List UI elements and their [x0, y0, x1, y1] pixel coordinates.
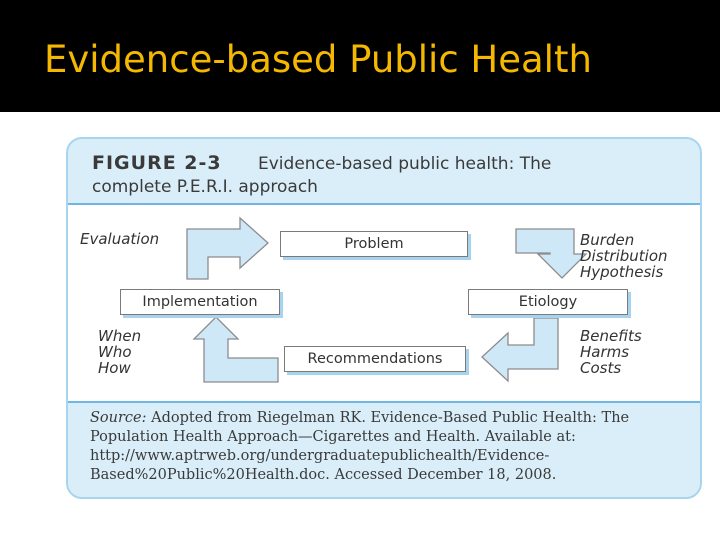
label-costs: Costs [580, 359, 622, 377]
label-distribution: Distribution [580, 247, 668, 265]
label-burden: Burden [580, 231, 635, 249]
figure-caption-line1: Evidence-based public health: The [258, 154, 552, 174]
figure-diagram [68, 205, 700, 401]
box-etiology: Etiology [468, 289, 628, 315]
slide-title: Evidence-based Public Health [44, 38, 592, 81]
arrow-recommendations-to-implementation [194, 317, 278, 382]
label-who: Who [98, 343, 132, 361]
figure-caption-line2: complete P.E.R.I. approach [92, 177, 318, 197]
label-harms: Harms [580, 343, 630, 361]
figure-source [68, 401, 700, 499]
title-bar [0, 0, 720, 112]
label-how: How [98, 359, 131, 377]
figure-number: FIGURE 2-3 [92, 152, 222, 174]
arrow-etiology-to-recommendations [482, 318, 558, 381]
arrow-problem-to-etiology [516, 229, 586, 278]
label-evaluation: Evaluation [80, 230, 160, 248]
figure-header [68, 139, 700, 205]
labels-benefits-harms-costs [580, 328, 642, 376]
labels-burden-distribution-hypothesis [580, 232, 668, 280]
label-when: When [98, 327, 142, 345]
source-body: Adopted from Riegelman RK. Evidence-Based Public Health: The Population Health Approach—Cigarettes and Health. Available at: http://www.aptrweb.org/undergraduatepublichealth/Evidence-Based%20Public%20Health.doc. Accessed December 18, 2008. [90, 410, 630, 483]
labels-when-who-how [98, 328, 141, 376]
arrow-implementation-to-problem [187, 218, 268, 279]
label-benefits: Benefits [580, 327, 642, 345]
box-recommendations: Recommendations [284, 346, 466, 372]
source-citation [90, 409, 690, 485]
box-implementation: Implementation [120, 289, 280, 315]
box-problem: Problem [280, 231, 468, 257]
source-prefix: Source: [90, 410, 147, 426]
peri-figure [66, 137, 702, 499]
label-hypothesis: Hypothesis [580, 263, 664, 281]
